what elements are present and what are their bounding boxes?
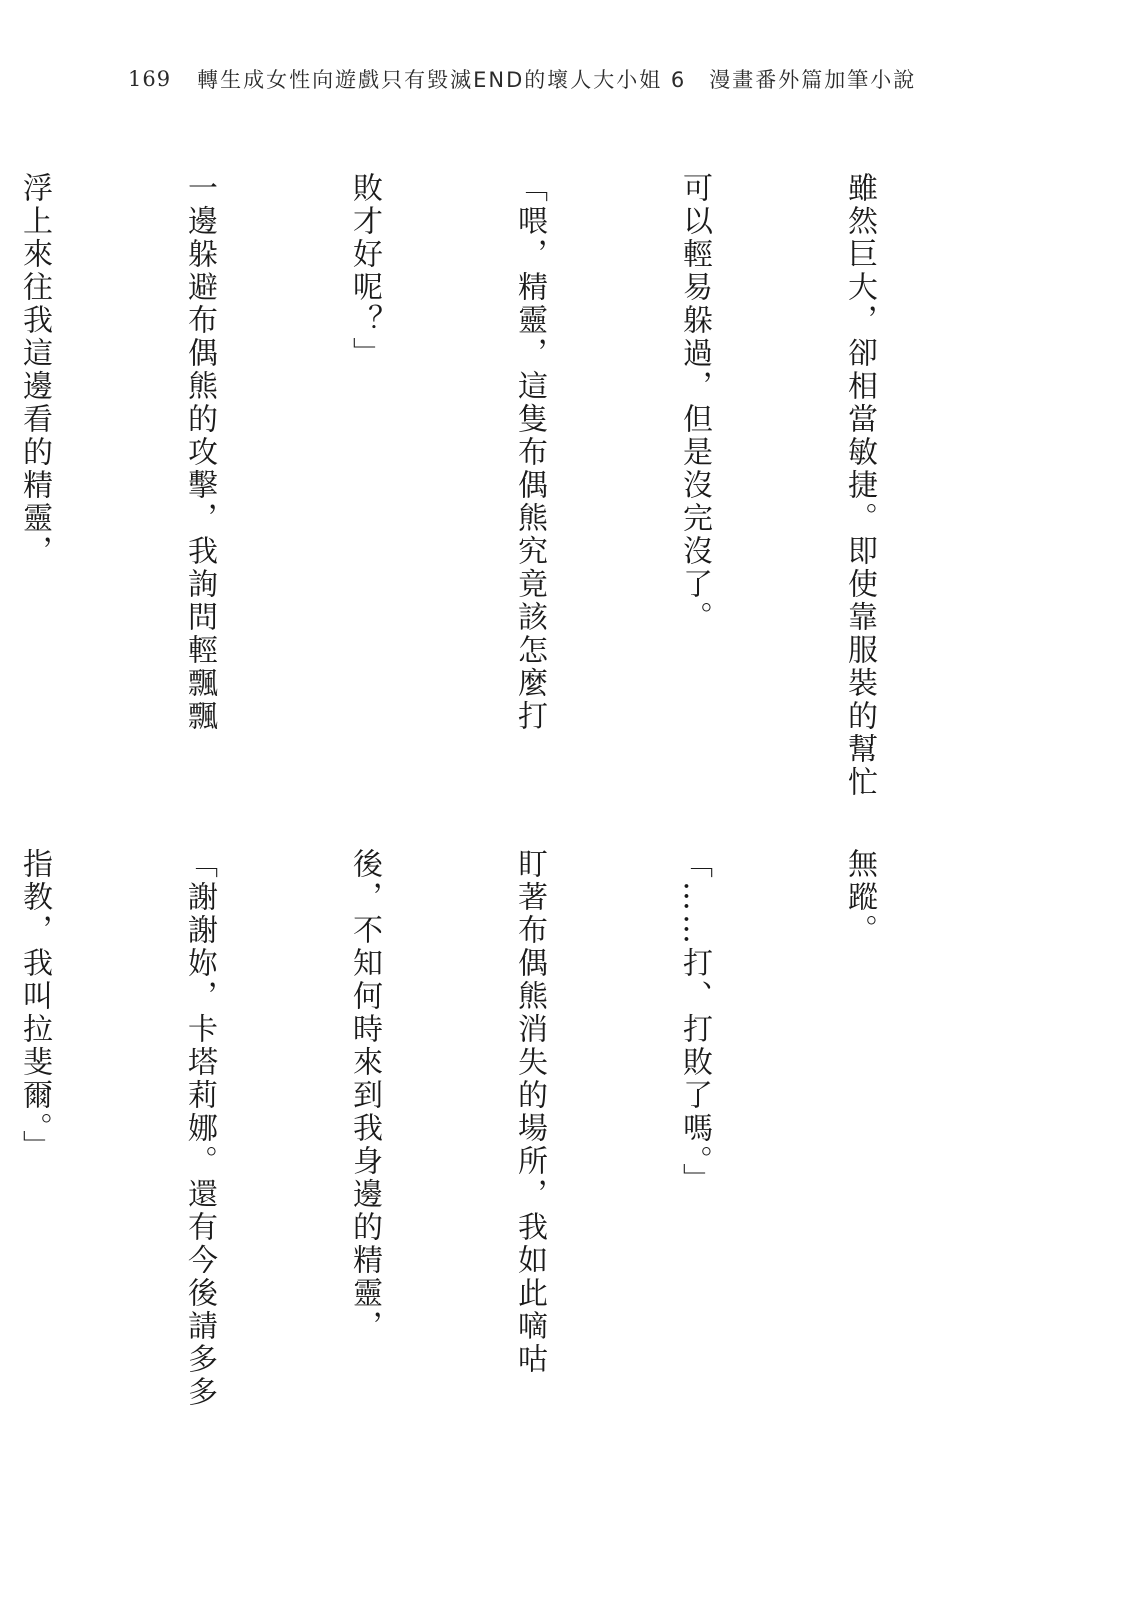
text-line: 「喂，精靈，這隻布偶熊究竟該怎麼打 [512,172,547,733]
text-line: 敗才好呢？」 [347,172,382,370]
book-title: 轉生成女性向遊戲只有毀滅END的壞人大小姐 6 漫畫番外篇加筆小說 [197,68,917,92]
text-line: 浮上來往我這邊看的精靈， [17,172,52,568]
text-line: 盯著布偶熊消失的場所，我如此嘀咕 [512,848,547,1376]
text-line: 後，不知何時來到我身邊的精靈， [347,848,382,1343]
top-text-block [0,172,997,799]
text-line: 無蹤。 [842,848,877,947]
text-line: 「……打、打敗了嗎。」 [677,848,712,1196]
text-line: 雖然巨大，卻相當敏捷。即使靠服裝的幫忙 [842,172,877,799]
text-line: 指教，我叫拉斐爾。」 [17,848,52,1163]
page-number: 169 [128,67,172,91]
text-line: 一邊躲避布偶熊的攻擊，我詢問輕飄飄 [182,172,217,733]
bottom-text-block [0,848,997,1458]
text-line: 「謝謝妳，卡塔莉娜。還有今後請多多 [182,848,217,1409]
text-line: 可以輕易躲過，但是沒完沒了。 [677,172,712,634]
running-header [128,64,916,94]
